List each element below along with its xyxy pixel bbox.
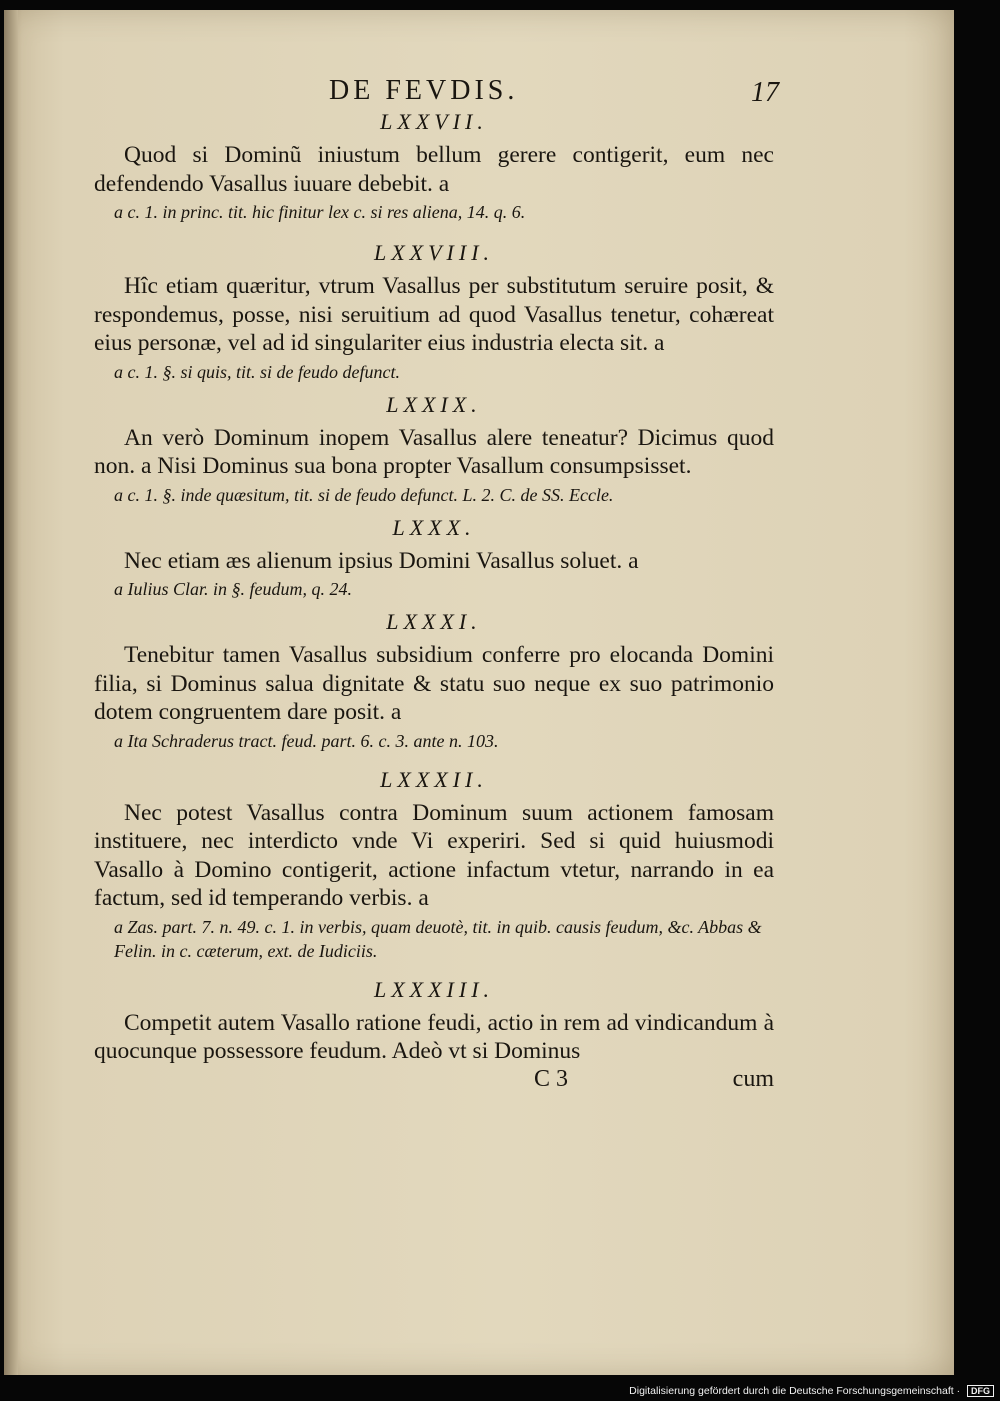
page-header: [94, 65, 779, 108]
marginal-note: a c. 1. §. si quis, tit. si de feudo defunct.: [114, 361, 400, 382]
marginal-note: a Iulius Clar. in §. feudum, q. 24.: [114, 579, 353, 599]
page-edge: [4, 10, 18, 1375]
catchword: cum: [732, 1065, 774, 1092]
section-78: [94, 240, 774, 384]
section-text: An verò Dominum inopem Vasallus alere teneatur? Dicimus quod non. a Nisi Dominus sua bona propter Vasallum consumpsisset.: [94, 424, 774, 479]
marginal-note: a c. 1. in princ. tit. hic finitur lex c. si res aliena, 14. q. 6.: [114, 202, 526, 222]
page-footer: [94, 1066, 774, 1098]
section-82: [94, 767, 774, 963]
section-77: [94, 109, 774, 224]
signature-mark: C 3: [534, 1065, 569, 1092]
section-text: Quod si Dominũ iniustum bellum gerere contigerit, eum nec defendendo Vasallus iuuare debebit. a: [94, 142, 774, 197]
section-81: [94, 609, 774, 753]
section-text: Tenebitur tamen Vasallus subsidium conferre pro elocanda Domini filia, si Dominus salua dignitate & statu suo neque ex suo patrimonio dotem congruentem dare posit. a: [94, 642, 774, 725]
marginal-note: a Zas. part. 7. n. 49. c. 1. in verbis, quam deuotè, tit. in quib. causis feudum, &c. Abbas & Felin. in c. cæterum, ext. de Iudiciis.: [114, 916, 762, 961]
text-block: [94, 65, 779, 1098]
section-number: LXXXII.: [380, 766, 488, 792]
section-number: LXXIX.: [386, 391, 482, 417]
section-number: LXXXI.: [386, 609, 482, 634]
marginal-note: a c. 1. §. inde quæsitum, tit. si de feudo defunct. L. 2. C. de SS. Eccle.: [114, 484, 614, 505]
page-number: 17: [751, 77, 779, 108]
section-text: Hîc etiam quæritur, vtrum Vasallus per substitutum seruire posit, & respondemus, posse, nisi seruitium ad quod Vasallus tenetur, cohæreat eius personæ, vel ad id singulariter eius industria electa sit. a: [94, 273, 774, 356]
credit-text: Digitalisierung gefördert durch die Deutsche Forschungsgemeinschaft ·: [629, 1385, 961, 1397]
section-number: LXXXIII.: [373, 976, 495, 1002]
section-number: LXXVIII.: [373, 240, 495, 265]
dfg-logo: DFG: [967, 1385, 994, 1397]
section-number: LXXX.: [392, 514, 476, 540]
section-text: Nec potest Vasallus contra Dominum suum actionem famosam instituere, nec interdicto vnde Vi experiri. Sed si quid huiusmodi Vasallo à Domino contigerit, actione infactum vtetur, narrando in ea factum, sed id temperando verbis. a: [94, 799, 774, 911]
marginal-note: a Ita Schraderus tract. feud. part. 6. c. 3. ante n. 103.: [114, 730, 499, 751]
section-text: Nec etiam æs alienum ipsius Domini Vasallus soluet. a: [124, 547, 639, 574]
section-83: [94, 977, 774, 1066]
section-79: [94, 392, 774, 507]
section-number: LXXVII.: [380, 109, 488, 134]
section-80: [94, 515, 774, 602]
book-page: [4, 10, 954, 1375]
digitization-credit: [629, 1385, 994, 1397]
section-text: Competit autem Vasallo ratione feudi, actio in rem ad vindicandum à quocunque possessore feudum. Adeò vt si Dominus: [94, 1009, 774, 1064]
running-head: DE FEVDIS.: [329, 75, 519, 106]
